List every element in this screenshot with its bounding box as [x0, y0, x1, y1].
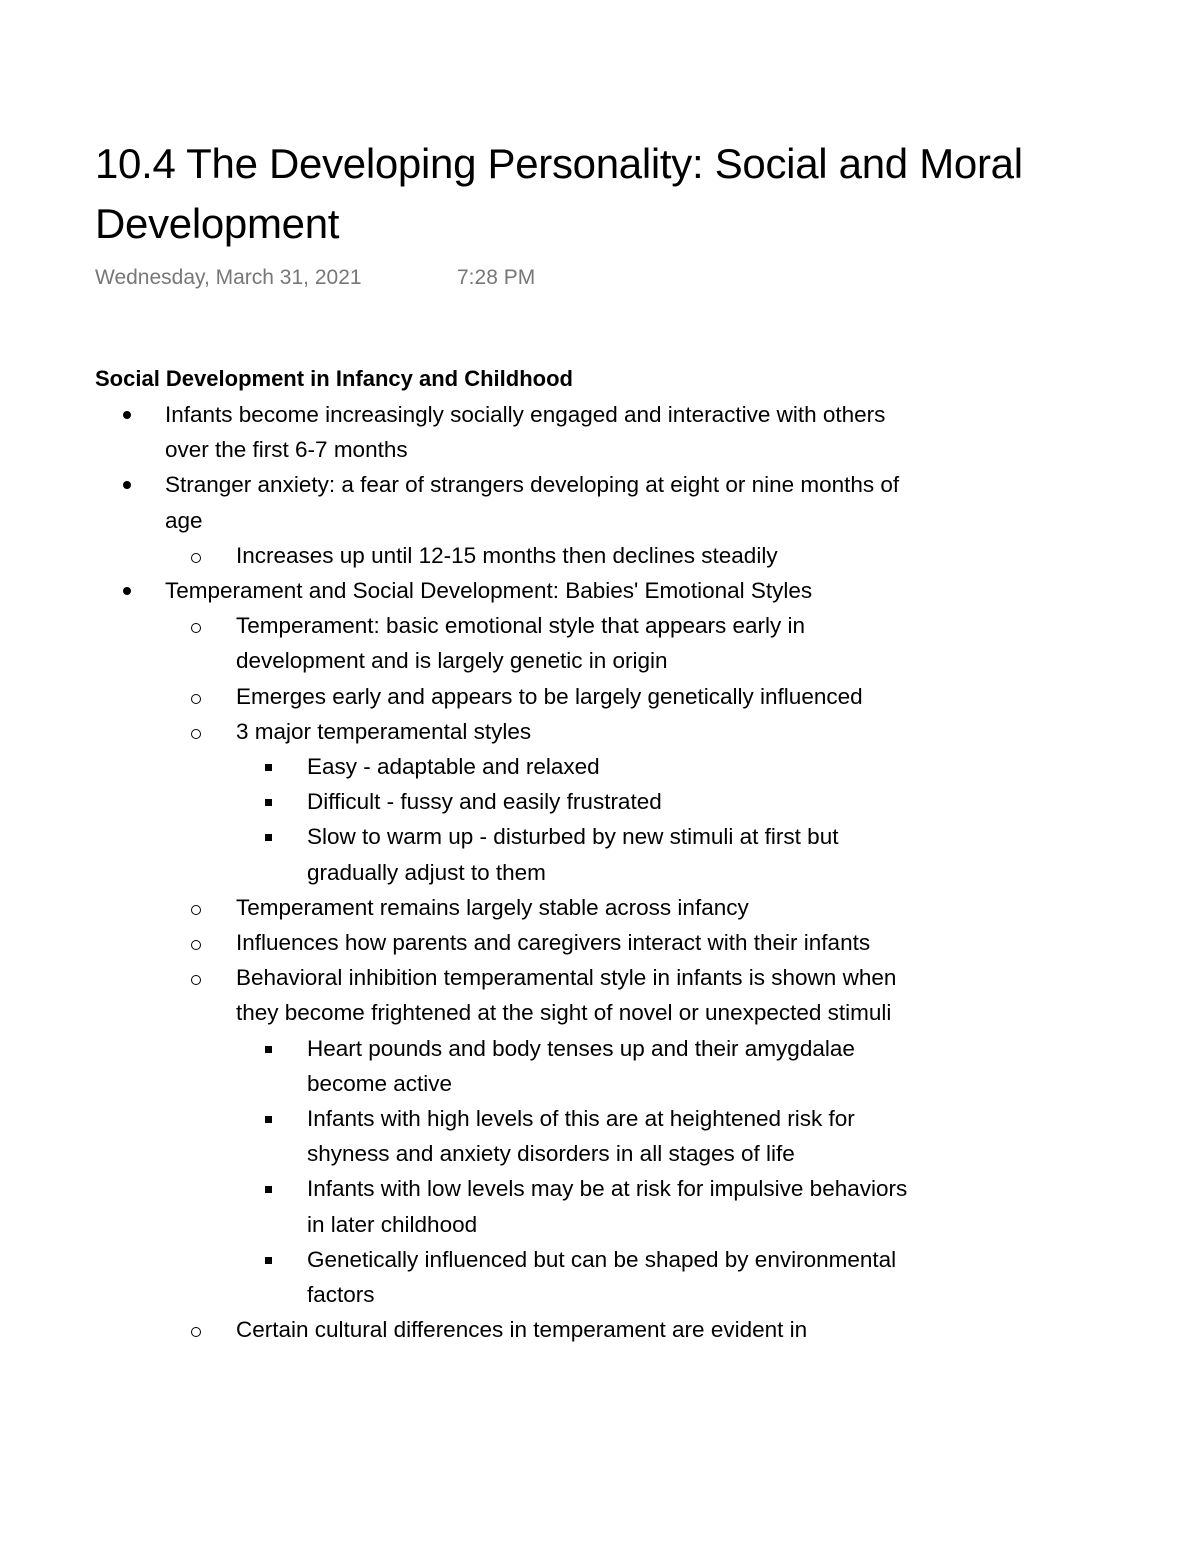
section-heading: Social Development in Infancy and Childhood — [95, 366, 573, 391]
bullet-circle-icon — [191, 905, 201, 915]
list-item: Infants with high levels of this are at heightened risk for shyness and anxiety disorders in all stages of life — [95, 1101, 927, 1171]
list-item: 3 major temperamental styles — [95, 714, 926, 749]
bullet-dot-icon — [123, 587, 131, 595]
list-item: Difficult - fussy and easily frustrated — [95, 784, 927, 819]
bullet-circle-icon — [191, 729, 201, 739]
bullet-circle-icon — [191, 694, 201, 704]
list-item: Infants with low levels may be at risk for impulsive behaviors in later childhood — [95, 1171, 927, 1241]
bullet-circle-icon — [191, 1327, 201, 1337]
page-timestamp — [95, 264, 536, 292]
bullet-circle-icon — [191, 975, 201, 985]
page-date: Wednesday, March 31, 2021 — [95, 266, 362, 289]
list-item: Easy - adaptable and relaxed — [95, 749, 927, 784]
list-item: Heart pounds and body tenses up and their amygdalae become active — [95, 1031, 927, 1101]
bullet-circle-icon — [191, 553, 201, 563]
list-item: Certain cultural differences in temperament are evident in — [95, 1312, 926, 1347]
list-item: Influences how parents and caregivers interact with their infants — [95, 925, 926, 960]
list-item: Increases up until 12-15 months then declines steadily — [95, 538, 926, 573]
note-body — [95, 364, 955, 1436]
outline-list — [95, 397, 955, 1347]
bullet-square-icon — [265, 799, 272, 806]
bullet-square-icon — [265, 1046, 272, 1053]
bullet-square-icon — [265, 834, 272, 841]
bullet-square-icon — [265, 1257, 272, 1264]
list-item: Genetically influenced but can be shaped by environmental factors — [95, 1242, 927, 1312]
page-title: 10.4 The Developing Personality: Social and Moral Development — [95, 140, 1023, 247]
list-item: Temperament: basic emotional style that appears early in development and is largely genetic in origin — [95, 608, 926, 678]
bullet-circle-icon — [191, 940, 201, 950]
list-item: Behavioral inhibition temperamental style in infants is shown when they become frightened at the sight of novel or unexpected stimuli — [95, 960, 926, 1030]
bullet-square-icon — [265, 1116, 272, 1123]
list-item: Temperament and Social Development: Babies' Emotional Styles — [95, 573, 935, 608]
bullet-square-icon — [265, 1186, 272, 1193]
list-item: Temperament remains largely stable across infancy — [95, 890, 926, 925]
list-item: Stranger anxiety: a fear of strangers developing at eight or nine months of age — [95, 467, 935, 537]
bullet-dot-icon — [123, 411, 131, 419]
bullet-square-icon — [265, 764, 272, 771]
list-item: Infants become increasingly socially engaged and interactive with others over the first 6-7 months — [95, 397, 935, 467]
bullet-circle-icon — [191, 623, 201, 633]
page-time: 7:28 PM — [457, 266, 536, 289]
list-item: Slow to warm up - disturbed by new stimuli at first but gradually adjust to them — [95, 819, 927, 889]
list-item: Emerges early and appears to be largely genetically influenced — [95, 679, 926, 714]
bullet-dot-icon — [123, 481, 131, 489]
